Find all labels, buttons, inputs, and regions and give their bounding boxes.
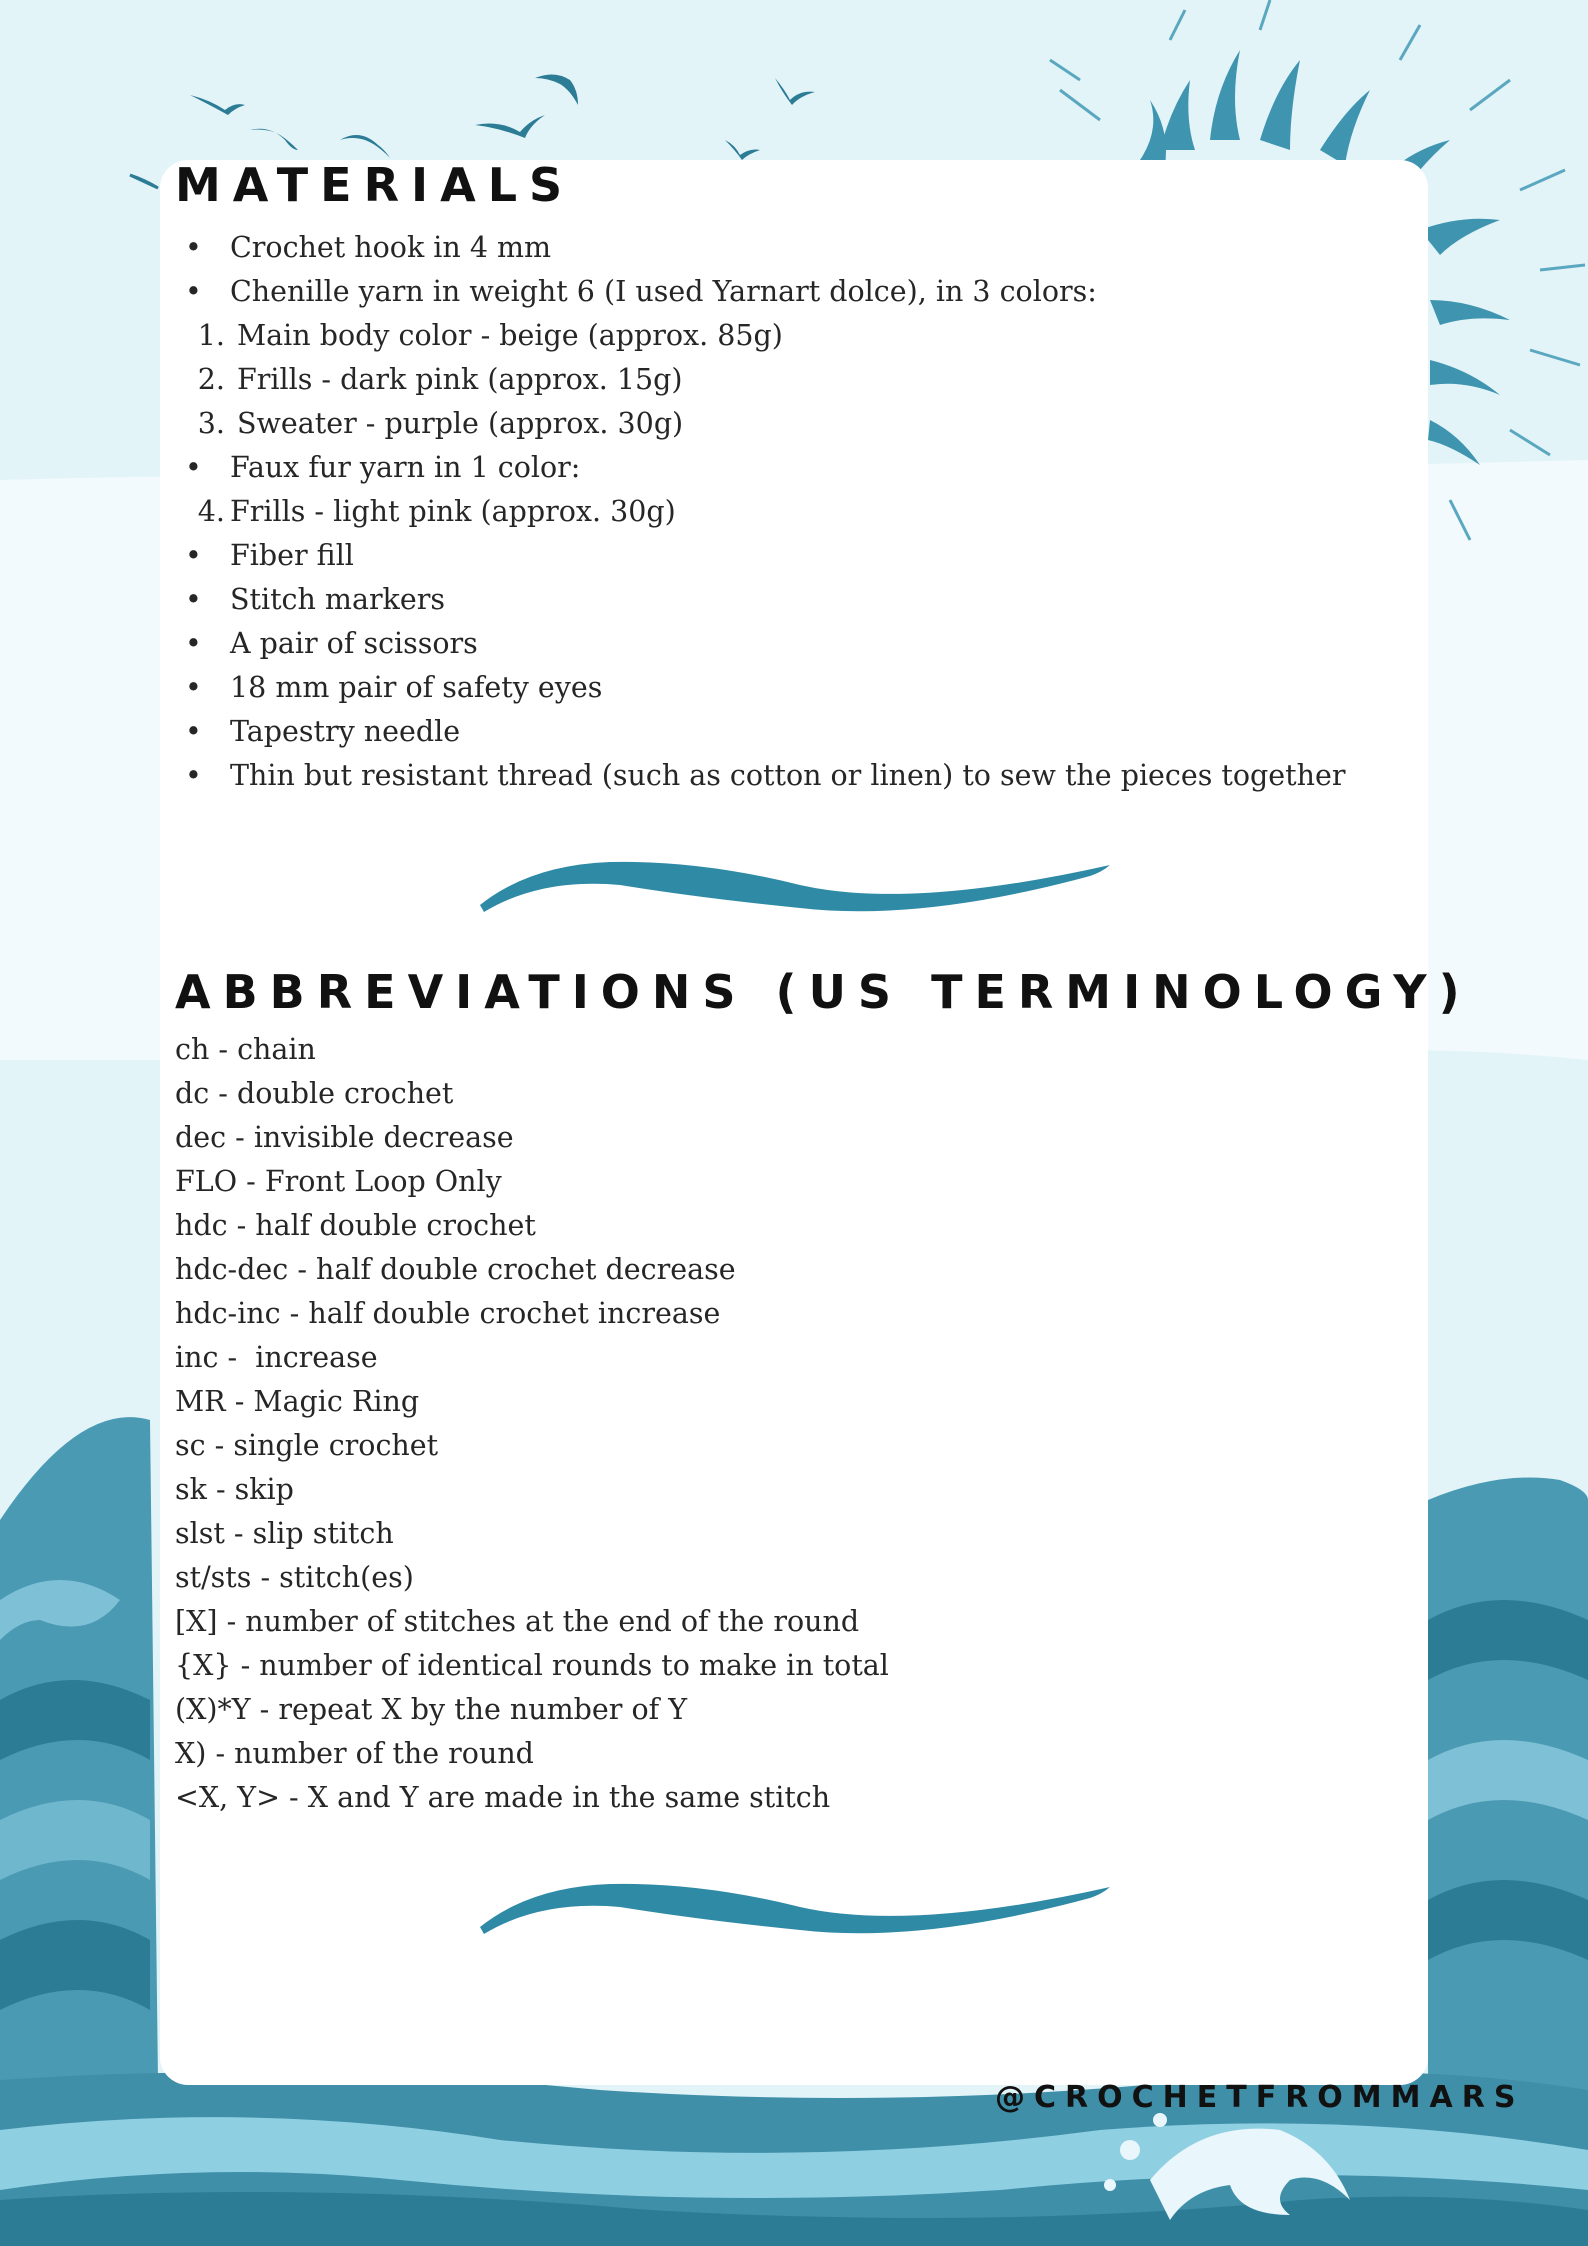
bullet-marker: • — [185, 539, 202, 572]
brush-stroke-divider-bottom — [470, 1872, 1120, 1942]
abbreviation-item: {X} - number of identical rounds to make in total — [175, 1649, 889, 1682]
abbreviation-item: hdc-dec - half double crochet decrease — [175, 1253, 736, 1286]
materials-item-text: Frills - light pink (approx. 30g) — [230, 495, 676, 528]
bullet-marker: • — [185, 275, 202, 308]
abbreviation-item: hdc - half double crochet — [175, 1209, 536, 1242]
bullet-marker: • — [185, 715, 202, 748]
materials-item-text: 18 mm pair of safety eyes — [230, 671, 603, 704]
abbreviation-item: dc - double crochet — [175, 1077, 454, 1110]
materials-item-text: Chenille yarn in weight 6 (I used Yarnart dolce), in 3 colors: — [230, 275, 1097, 308]
abbreviation-item: [X] - number of stitches at the end of the round — [175, 1605, 860, 1638]
bullet-marker: • — [185, 451, 202, 484]
abbreviation-item: inc - increase — [175, 1341, 378, 1374]
bullet-marker: • — [185, 671, 202, 704]
number-marker: 1. — [197, 319, 225, 352]
materials-item-text: Main body color - beige (approx. 85g) — [237, 319, 783, 352]
materials-item-text: Sweater - purple (approx. 30g) — [237, 407, 684, 440]
abbreviation-item: <X, Y> - X and Y are made in the same stitch — [175, 1781, 831, 1814]
abbreviations-heading: ABBREVIATIONS (US TERMINOLOGY) — [175, 965, 1472, 1019]
abbreviation-item: dec - invisible decrease — [175, 1121, 514, 1154]
materials-item-text: Fiber fill — [230, 539, 354, 572]
bullet-marker: • — [185, 231, 202, 264]
abbreviation-item: FLO - Front Loop Only — [175, 1165, 502, 1198]
brush-stroke-divider — [470, 850, 1120, 920]
abbreviation-item: MR - Magic Ring — [175, 1385, 420, 1418]
materials-item-text: Tapestry needle — [230, 715, 461, 748]
abbreviation-item: X) - number of the round — [175, 1737, 534, 1770]
abbreviation-item: sk - skip — [175, 1473, 294, 1506]
bullet-marker: • — [185, 759, 202, 792]
abbreviation-item: slst - slip stitch — [175, 1517, 394, 1550]
bullet-marker: • — [185, 583, 202, 616]
number-marker: 4. — [197, 495, 225, 528]
abbreviations-list — [175, 1028, 889, 1820]
materials-item-text: Thin but resistant thread (such as cotton or linen) to sew the pieces together — [230, 759, 1346, 792]
materials-item-text: Stitch markers — [230, 583, 445, 616]
social-handle: @CROCHETFROMMARS — [995, 2080, 1525, 2115]
number-marker: 3. — [197, 407, 225, 440]
abbreviation-item: ch - chain — [175, 1033, 316, 1066]
abbreviation-item: (X)*Y - repeat X by the number of Y — [175, 1693, 688, 1726]
abbreviation-item: hdc-inc - half double crochet increase — [175, 1297, 721, 1330]
materials-heading: MATERIALS — [175, 158, 575, 212]
materials-item-text: A pair of scissors — [230, 627, 478, 660]
materials-item-text: Faux fur yarn in 1 color: — [230, 451, 581, 484]
materials-item-text: Frills - dark pink (approx. 15g) — [237, 363, 683, 396]
number-marker: 2. — [197, 363, 225, 396]
abbreviation-item: st/sts - stitch(es) — [175, 1561, 414, 1594]
bullet-marker: • — [185, 627, 202, 660]
materials-item-text: Crochet hook in 4 mm — [230, 231, 552, 264]
abbreviation-item: sc - single crochet — [175, 1429, 439, 1462]
